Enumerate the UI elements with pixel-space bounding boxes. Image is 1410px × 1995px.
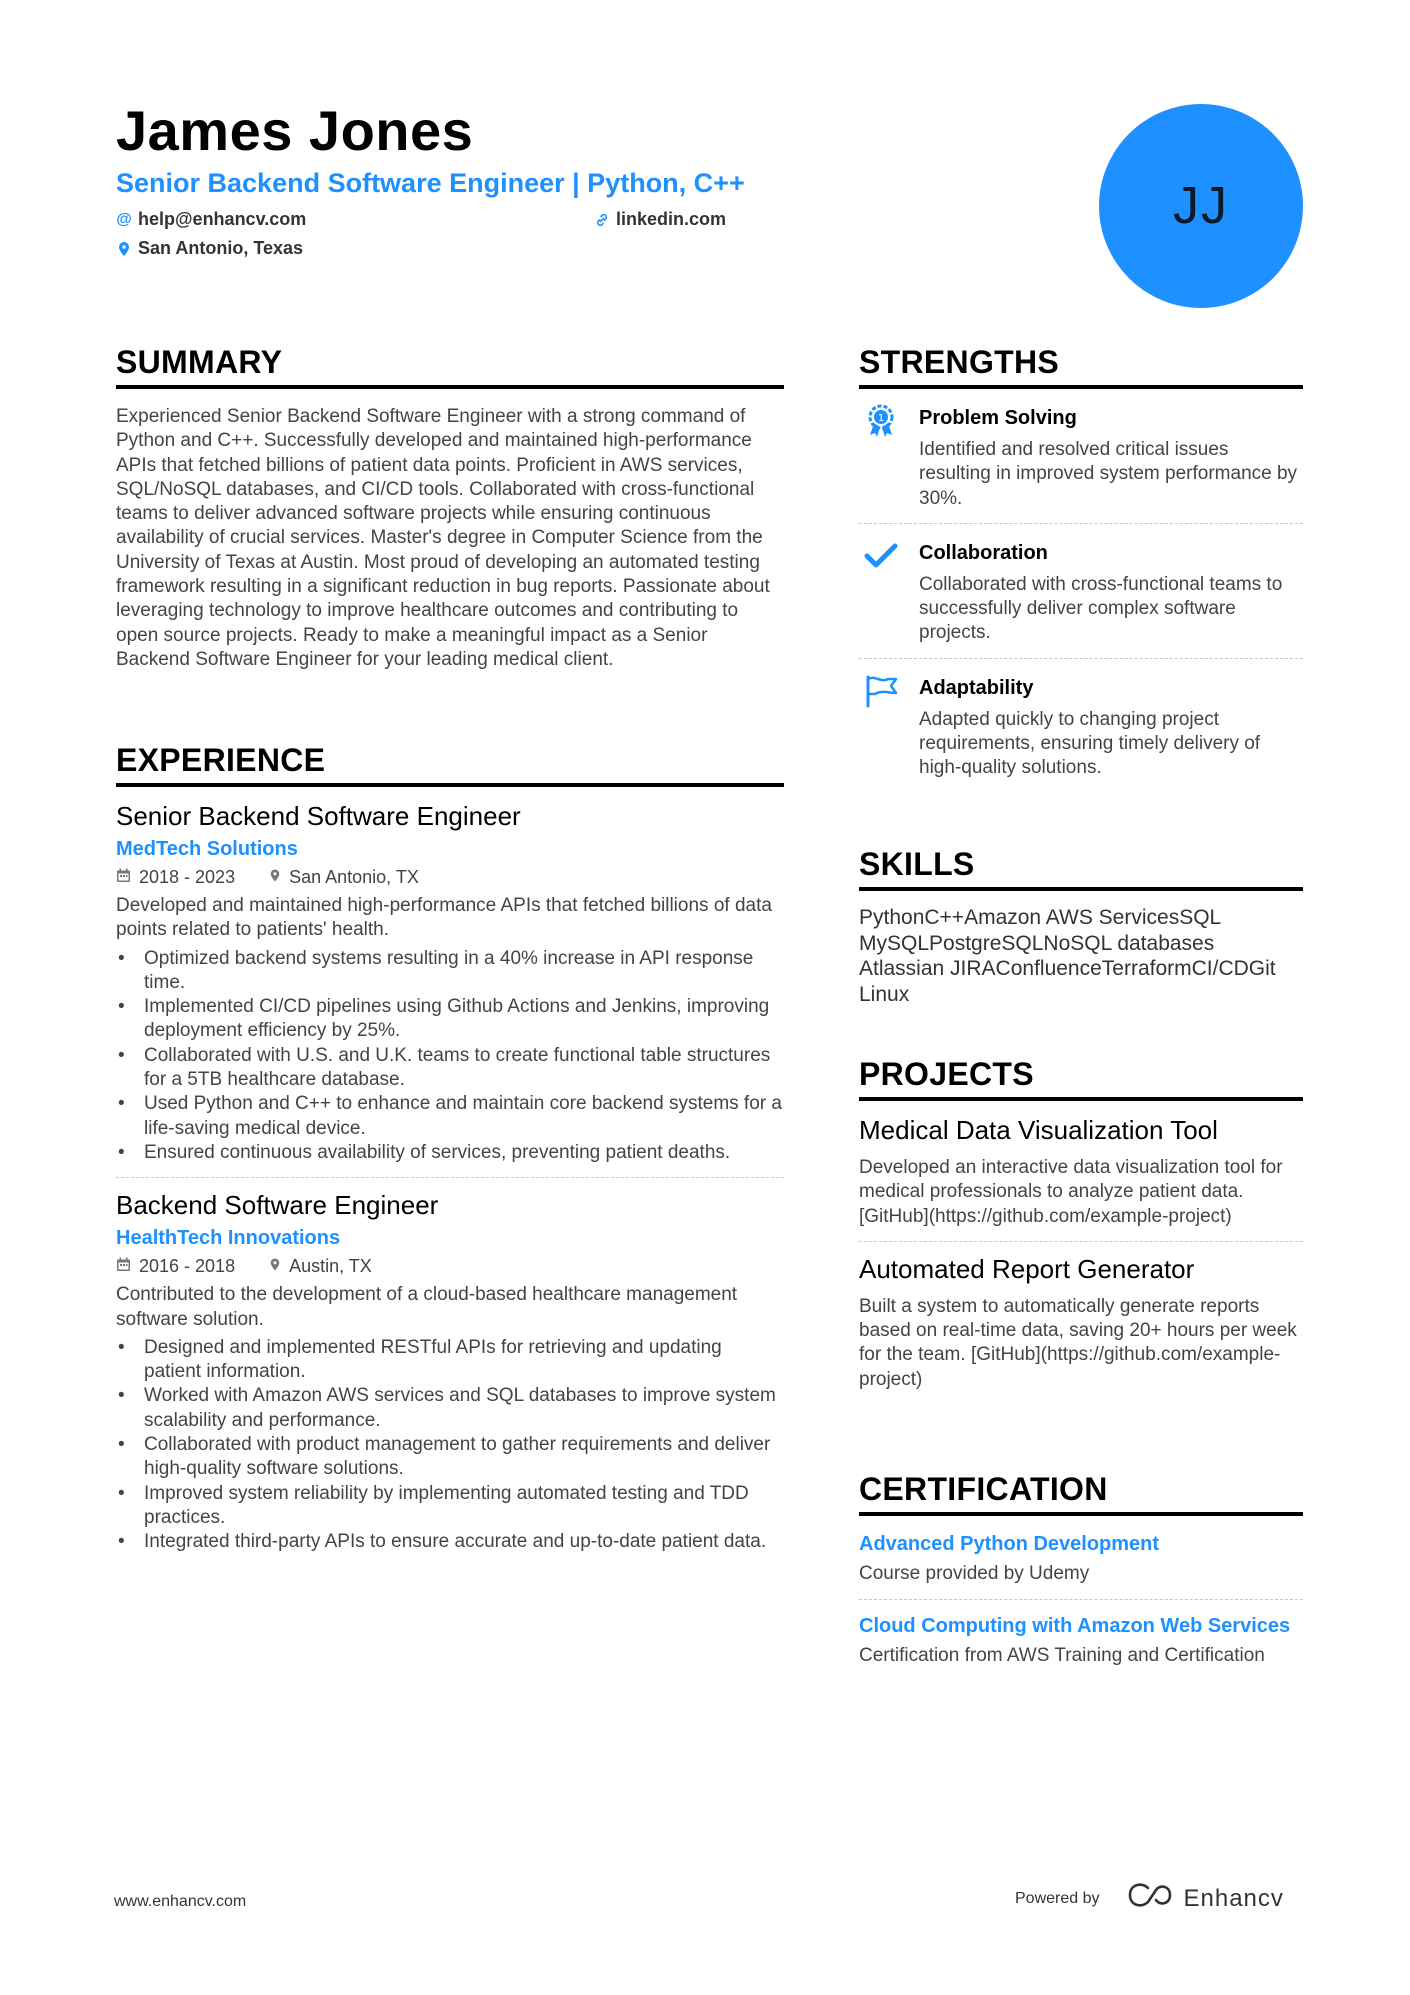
candidate-name: James Jones — [116, 99, 474, 162]
summary-text: Experienced Senior Backend Software Engineer with a strong command of Python and C++. Successfully developed and maintained high-performance APIs that fetched billions of patient data points. Proficient in AWS services, SQL/NoSQL databases, and CI/CD tools. Collaborated with cross-functional teams to deliver advanced software projects while ensuring continuous availability of crucial services. Master's degree in Computer Science from the University of Texas at Austin. Most proud of developing an automated testing framework resulting in a significant reduction in bug reports. Passionate about leveraging technology to improve healthcare outcomes and contributing to open source projects. Ready to make a meaningful impact as a Senior Backend Software Engineer for your leading medical client. — [116, 406, 770, 670]
strength-name: Problem Solving — [919, 407, 1077, 429]
project-title: Automated Report Generator — [859, 1253, 1195, 1284]
calendar-icon — [116, 868, 131, 887]
divider — [859, 658, 1303, 659]
email-text: help@enhancv.com — [138, 209, 307, 229]
candidate-title: Senior Backend Software Engineer | Python, C++ — [116, 168, 745, 198]
list-item: • Collaborated with product management to gather requirements and deliver high-quality software solutions. — [116, 1433, 784, 1482]
company-name: MedTech Solutions — [116, 838, 298, 860]
section-heading: STRENGTHS — [859, 344, 1303, 389]
enhancv-logo[interactable] — [1126, 1882, 1284, 1915]
job-bullets — [116, 947, 784, 1166]
section-heading: SUMMARY — [116, 344, 784, 389]
certification-description: Certification from AWS Training and Certification — [859, 1644, 1265, 1666]
job-dates: 2016 - 2018 — [139, 1256, 236, 1277]
job-entry — [116, 1190, 784, 1554]
job-entry — [116, 801, 784, 1165]
job-description: Developed and maintained high-performance APIs that fetched billions of data points related to patients' health. — [116, 895, 772, 941]
strength-item — [859, 401, 1303, 523]
list-item: • Worked with Amazon AWS services and SQL databases to improve system scalability and performance. — [116, 1384, 784, 1433]
divider — [859, 523, 1303, 524]
skills-line: Atlassian JIRAConfluenceTerraformCI/CDGit — [859, 957, 1276, 980]
checkmark-icon — [863, 538, 899, 574]
avatar-initials: JJ — [1173, 177, 1229, 235]
list-item: • Optimized backend systems resulting in a 40% increase in API response time. — [116, 947, 784, 996]
location-text: San Antonio, Texas — [138, 238, 304, 258]
calendar-icon — [116, 1257, 131, 1276]
project-title: Medical Data Visualization Tool — [859, 1115, 1218, 1145]
divider — [116, 1177, 784, 1178]
job-meta — [116, 867, 784, 888]
at-icon: @ — [116, 210, 132, 228]
list-item: • Implemented CI/CD pipelines using Github Actions and Jenkins, improving deployment efficiency by 25%. — [116, 995, 784, 1044]
job-dates: 2018 - 2023 — [139, 867, 236, 887]
strength-description: Adapted quickly to changing project requirements, ensuring timely delivery of high-quality solutions. — [919, 708, 1261, 779]
strength-name: Adaptability — [919, 676, 1034, 699]
certification-title: Cloud Computing with Amazon Web Services — [859, 1614, 1291, 1637]
skills-line: MySQLPostgreSQLNoSQL databases — [859, 931, 1215, 955]
job-bullets — [116, 1336, 784, 1555]
certification-title: Advanced Python Development — [859, 1533, 1160, 1555]
certification-description: Course provided by Udemy — [859, 1563, 1090, 1585]
company-name: HealthTech Innovations — [116, 1227, 341, 1250]
award-ribbon-icon — [863, 403, 899, 439]
skills-line: PythonC++Amazon AWS ServicesSQL — [859, 906, 1222, 929]
brand-name: Enhancv — [1183, 1884, 1284, 1912]
avatar — [1099, 104, 1303, 308]
project-description: Built a system to automatically generate reports based on real-time data, saving 20+ hours per week for the team. [GitHub](https://github.com/example-project) — [859, 1295, 1297, 1390]
location-pin-icon — [269, 1257, 281, 1276]
svg-text:1: 1 — [877, 413, 885, 424]
list-item: • Integrated third-party APIs to ensure accurate and up-to-date patient data. — [116, 1530, 784, 1554]
location-pin-icon — [269, 868, 281, 887]
linkedin-text: linkedin.com — [616, 209, 727, 229]
project-description: Developed an interactive data visualization tool for medical professionals to analyze patient data. [GitHub](https://github.com/example-project) — [859, 1157, 1283, 1227]
section-heading: SKILLS — [859, 846, 1303, 891]
list-item: • Used Python and C++ to enhance and maintain core backend systems for a life-saving medical device. — [116, 1092, 784, 1141]
skills-list — [859, 905, 1303, 1007]
email-contact[interactable] — [116, 209, 306, 230]
skills-line: Linux — [859, 982, 910, 1006]
strengths-section — [859, 344, 1303, 793]
strength-item — [859, 671, 1303, 793]
list-item: • Ensured continuous availability of services, preventing patient deaths. — [116, 1141, 784, 1165]
divider — [859, 1599, 1303, 1600]
footer-website[interactable]: www.enhancv.com — [114, 1893, 247, 1910]
job-meta — [116, 1256, 784, 1277]
experience-section — [116, 742, 784, 1555]
linkedin-contact[interactable] — [594, 209, 726, 230]
certification-section — [859, 1471, 1303, 1668]
section-heading: CERTIFICATION — [859, 1471, 1303, 1516]
strength-description: Identified and resolved critical issues resulting in improved system performance by 30%. — [919, 439, 1298, 509]
link-icon — [594, 212, 610, 228]
list-item: • Designed and implemented RESTful APIs for retrieving and updating patient information. — [116, 1336, 784, 1385]
enhancv-logo-icon — [1126, 1882, 1174, 1915]
summary-section — [116, 344, 784, 672]
list-item: • Collaborated with U.S. and U.K. teams to create functional table structures for a 5TB healthcare database. — [116, 1044, 784, 1093]
strength-name: Collaboration — [919, 541, 1048, 564]
location-pin-icon — [116, 241, 132, 257]
job-location: San Antonio, TX — [289, 867, 419, 887]
skills-section — [859, 846, 1303, 1007]
footer-branding — [1015, 1882, 1284, 1915]
list-item: • Improved system reliability by implementing automated testing and TDD practices. — [116, 1482, 784, 1531]
strength-item — [859, 536, 1303, 658]
projects-section — [859, 1056, 1303, 1392]
job-location: Austin, TX — [289, 1256, 372, 1277]
strength-description: Collaborated with cross-functional teams to successfully deliver complex software projects. — [919, 573, 1283, 644]
job-title: Backend Software Engineer — [116, 1190, 439, 1221]
section-heading: PROJECTS — [859, 1056, 1303, 1101]
section-heading: EXPERIENCE — [116, 742, 784, 787]
flag-icon — [863, 673, 899, 709]
location-contact — [116, 238, 303, 259]
job-title: Senior Backend Software Engineer — [116, 801, 521, 831]
divider — [859, 1241, 1303, 1242]
powered-by-label: Powered by — [1015, 1889, 1100, 1907]
job-description: Contributed to the development of a cloud-based healthcare management software solution. — [116, 1284, 738, 1330]
